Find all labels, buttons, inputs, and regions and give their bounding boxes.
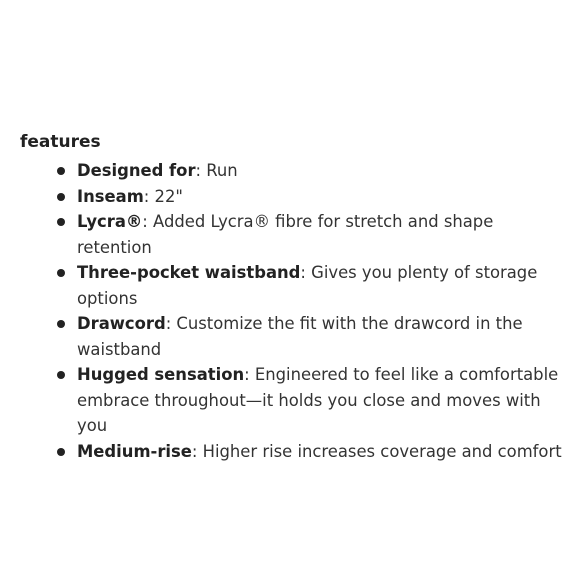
feature-label: Lycra® [77, 212, 143, 231]
feature-text: : Gives you plenty of storage options [77, 263, 538, 308]
bullet-icon [57, 320, 65, 328]
feature-label: Medium-rise [77, 441, 192, 461]
feature-text: : 22" [143, 186, 183, 206]
feature-item-lycra [20, 209, 570, 260]
bullet-icon [57, 167, 65, 175]
feature-label: Designed for [77, 161, 196, 180]
feature-item-drawcord [20, 311, 570, 362]
feature-item-inseam [20, 184, 570, 210]
features-heading: features [20, 132, 101, 152]
feature-label: Three-pocket waistband [77, 263, 301, 282]
bullet-icon [57, 269, 65, 277]
feature-item-medium-rise [20, 439, 570, 465]
feature-label: Inseam [77, 186, 144, 206]
feature-item-three-pocket-waistband [20, 260, 570, 311]
bullet-icon [57, 448, 65, 456]
feature-item-hugged-sensation [20, 362, 570, 439]
feature-text: : Higher rise increases coverage and comfort [191, 441, 562, 461]
feature-label: Hugged sensation [77, 365, 245, 384]
feature-text: : Engineered to feel like a comfortable embrace throughout—it holds you close and moves with you [77, 365, 559, 435]
bullet-icon [57, 193, 65, 201]
features-section [20, 131, 570, 464]
feature-list [20, 158, 570, 464]
feature-text: : Customize the fit with the drawcord in the waistband [77, 314, 523, 359]
bullet-icon [57, 371, 65, 379]
feature-text: : Added Lycra® fibre for stretch and shape retention [77, 212, 494, 257]
feature-text: : Run [195, 161, 238, 180]
feature-item-designed-for [20, 158, 570, 184]
feature-label: Drawcord [77, 314, 166, 333]
bullet-icon [57, 218, 65, 226]
